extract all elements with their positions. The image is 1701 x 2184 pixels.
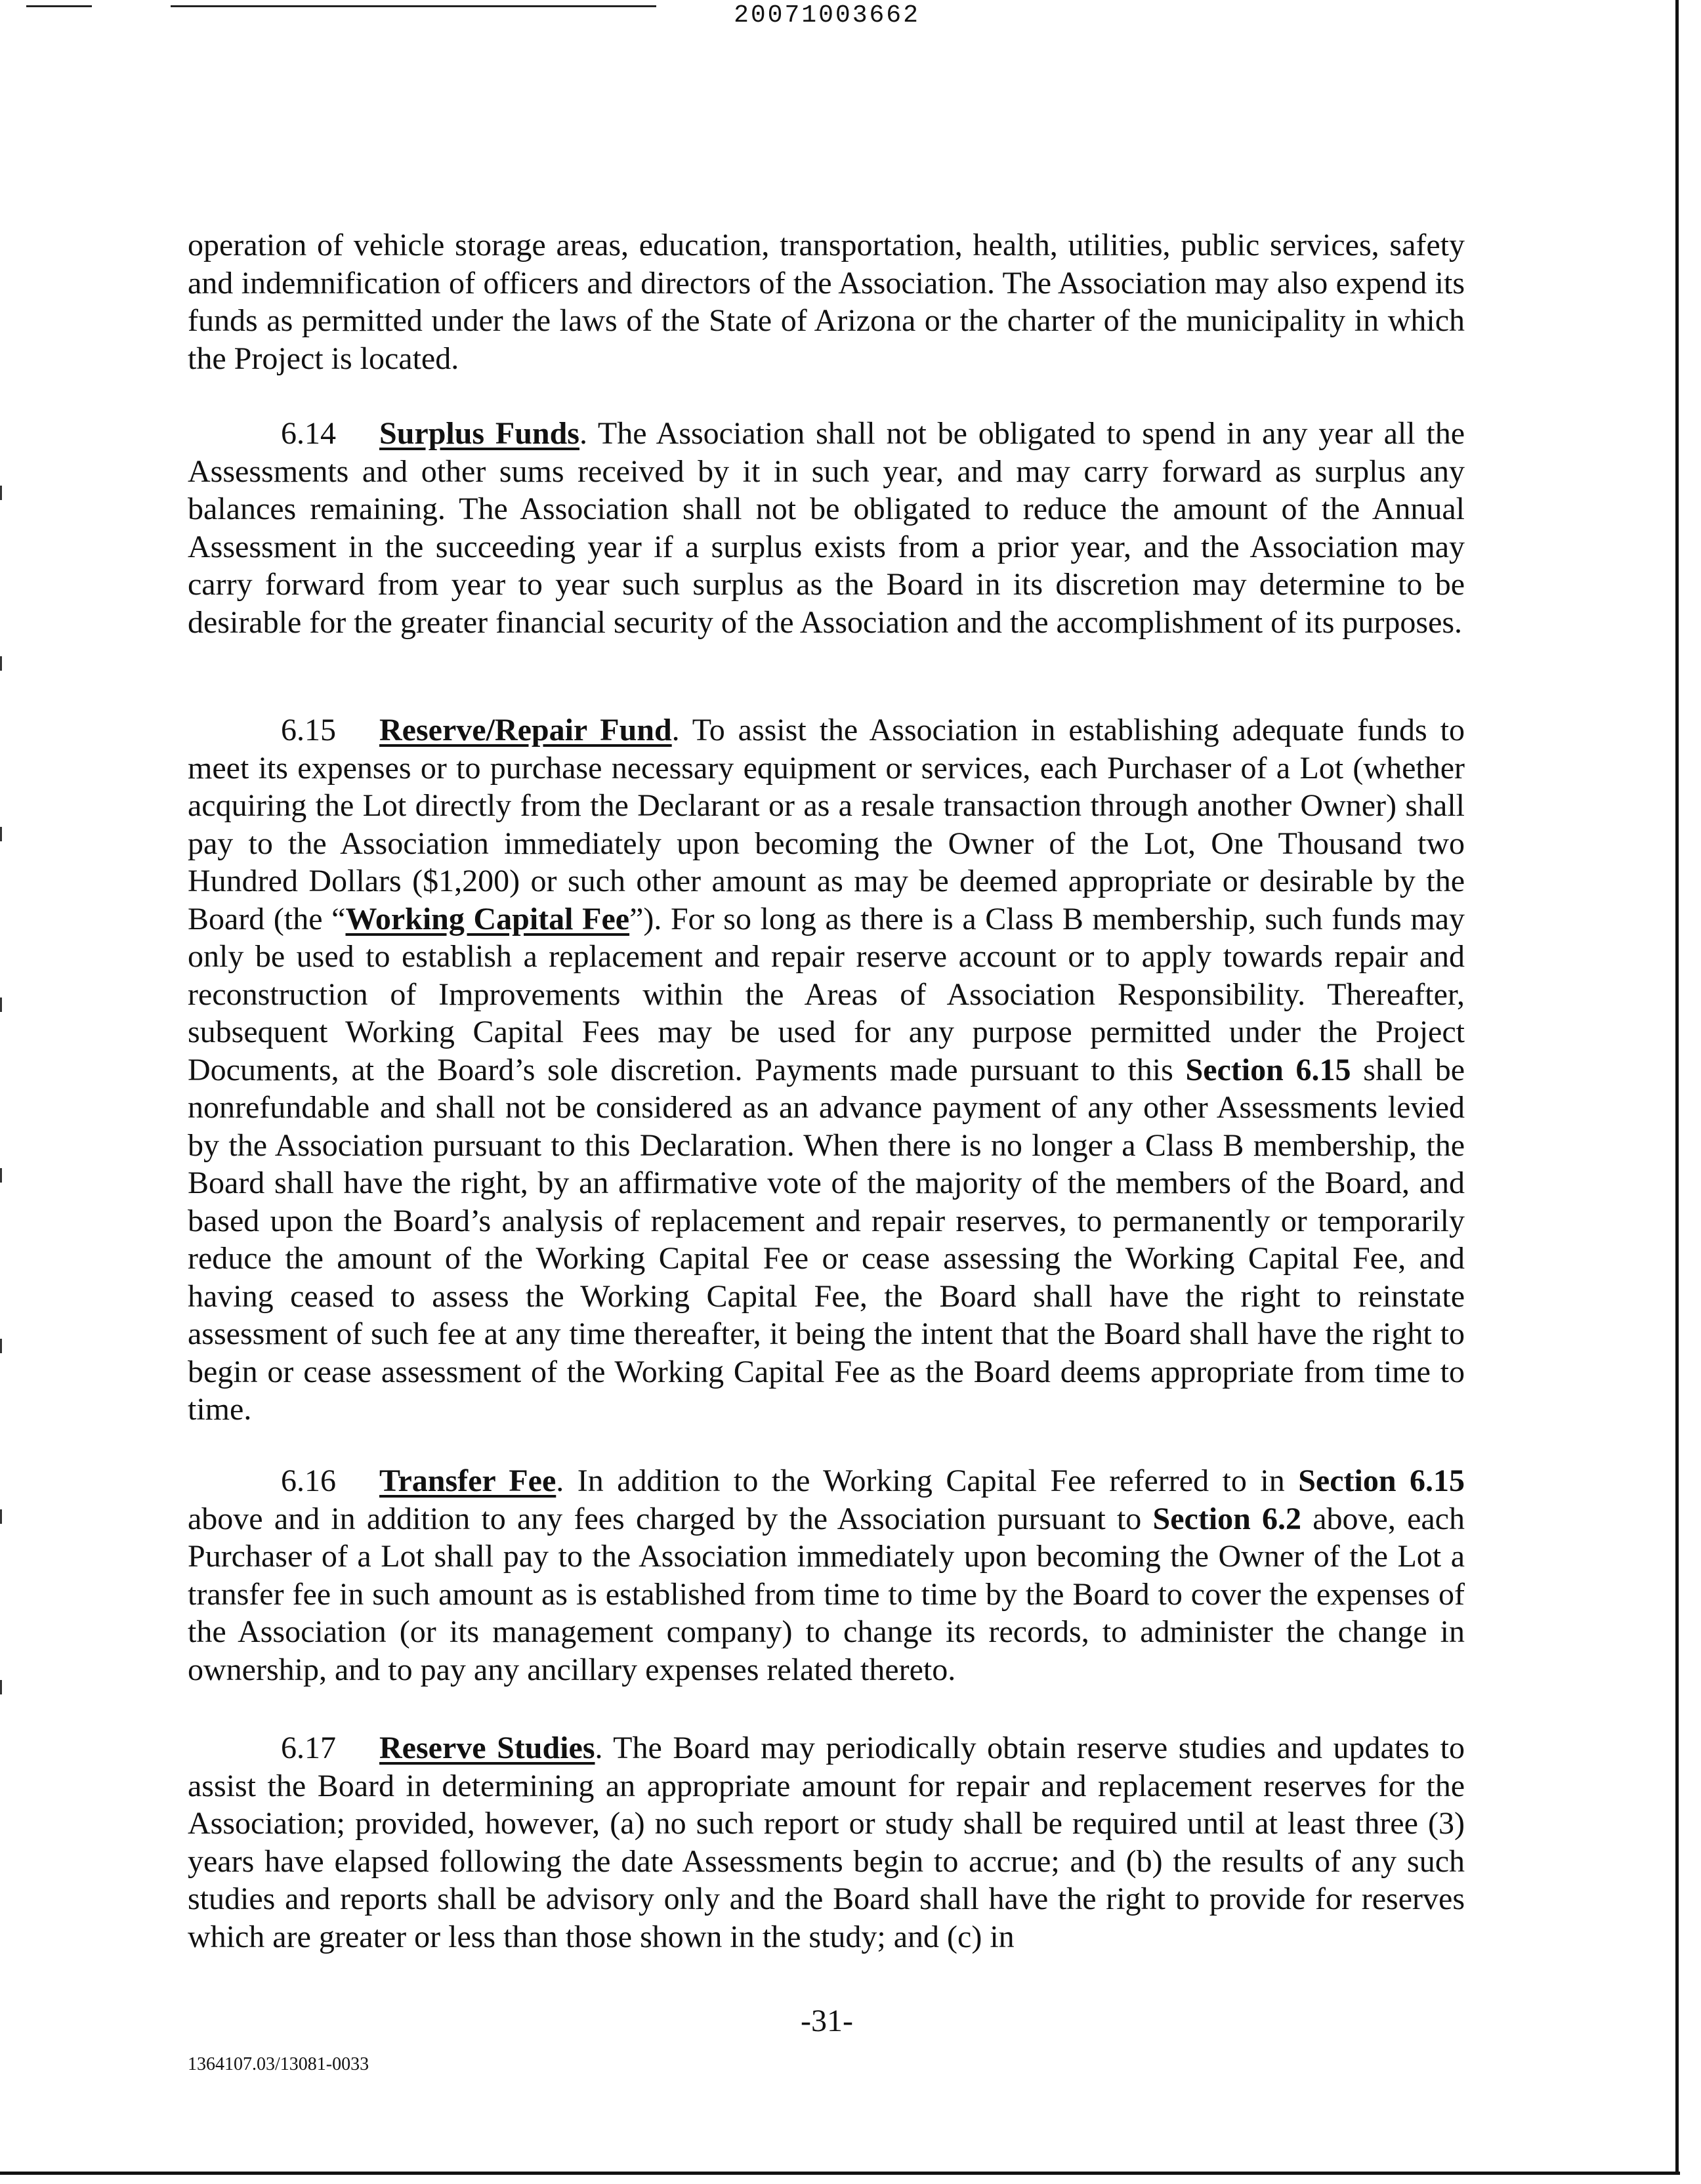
page-edge-right (1675, 0, 1679, 2174)
section-6-14 (188, 415, 1465, 641)
scan-artifact-tick (0, 486, 2, 500)
section-text: above, each Purchaser of a Lot shall pay to the Association immediately upon becoming the Owner of the Lot a transfer fee in such amount as is established from time to time by the Board to cover the expenses of the Association (or its management company) to change its records, to administer the change in ownership, and to pay any ancillary expenses related thereto. (188, 1501, 1465, 1687)
section-number: 6.15 (281, 713, 336, 747)
scan-artifact-tick (0, 656, 2, 671)
section-reference: Section 6.15 (1298, 1463, 1465, 1498)
section-reference: Section 6.15 (1185, 1052, 1351, 1087)
scan-artifact-tick (0, 827, 2, 841)
section-reference: Section 6.2 (1152, 1501, 1302, 1536)
section-text: . The Association shall not be obligated to spend in any year all the Assessments and other sums received by it in such year, and may carry forward as surplus any balances remaining. The Association shall not be obligated to reduce the amount of the Annual Assessment in the succeeding year if a surplus exists from a prior year, and the Association may carry forward from year to year such surplus as the Board in its discretion may determine to be desirable for the greater financial security of the Association and the accomplishment of its purposes. (188, 416, 1465, 640)
page-edge-bottom (0, 2172, 1680, 2175)
recording-number: 20071003662 (734, 1, 920, 30)
paragraph-text: operation of vehicle storage areas, education, transportation, health, utilities, public services, safety and indemnification of officers and directors of the Association. The Association may also expend its funds as permitted under the laws of the State of Arizona or the charter of the municipality in which the Project is located. (188, 228, 1465, 376)
section-text: ”). For so long as there is a Class B membership, such funds may only be used to establish a replacement and repair reserve account or to apply towards repair and reconstruction of Improvements within the Areas of Association Responsibility. Thereafter, subsequent Working Capital Fees may be used for any purpose permitted under the Project Documents, at the Board’s sole discretion. Payments made pursuant to this (188, 901, 1465, 1087)
section-text: . In addition to the Working Capital Fee referred to in (556, 1463, 1299, 1498)
section-number: 6.14 (281, 416, 336, 451)
scan-artifact-tick (0, 998, 2, 1012)
scan-artifact-tick (0, 1339, 2, 1353)
section-heading: Reserve Studies (379, 1731, 595, 1765)
section-6-16 (188, 1462, 1465, 1689)
scan-artifact-tick (0, 1509, 2, 1524)
defined-term: Working Capital Fee (345, 901, 630, 936)
section-text: . To assist the Association in establishing adequate funds to meet its expenses or to purchase necessary equipment or services, each Purchaser of a Lot (whether acquiring the Lot directly from the Declarant or as a resale transaction through another Owner) shall pay to the Association immediately upon becoming the Owner of the Lot, One Thousand two Hundred Dollars ($1,200) or such other amount as may be deemed appropriate or desirable by the Board (the “ (188, 713, 1465, 936)
section-6-17 (188, 1729, 1465, 1956)
section-text: above and in addition to any fees charged by the Association pursuant to (188, 1501, 1153, 1536)
section-text: shall be nonrefundable and shall not be considered as an advance payment of any other Assessments levied by the Association pursuant to this Declaration. When there is no longer a Class B membership, the Board shall have the right, by an affirmative vote of the majority of the members of the Board, and based upon the Board’s analysis of replacement and repair reserves, to permanently or temporarily reduce the amount of the Working Capital Fee or cease assessing the Working Capital Fee, and having ceased to assess the Working Capital Fee, the Board shall have the right to reinstate assessment of such fee at any time thereafter, it being the intent that the Board shall have the right to begin or cease assessment of the Working Capital Fee as the Board deems appropriate from time to time. (188, 1052, 1465, 1427)
paragraph-continuation (188, 226, 1465, 377)
section-text: . The Board may periodically obtain reserve studies and updates to assist the Board in determining an appropriate amount for repair and replacement reserves for the Association; provided, however, (a) no such report or study shall be required until at least three (3) years have elapsed following the date Assessments begin to accrue; and (b) the results of any such studies and reports shall be advisory only and the Board shall have the right to provide for reserves which are greater or less than those shown in the study; and (c) in (188, 1731, 1465, 1954)
scan-artifact-tick (0, 1168, 2, 1183)
footer-document-id: 1364107.03/13081-0033 (188, 2054, 369, 2074)
section-heading: Transfer Fee (379, 1463, 556, 1498)
section-6-15 (188, 711, 1465, 1429)
page-number: -31- (801, 2004, 853, 2038)
section-number: 6.17 (281, 1731, 336, 1765)
section-number: 6.16 (281, 1463, 336, 1498)
scan-artifact-tick (0, 1680, 2, 1694)
section-heading: Reserve/Repair Fund (379, 713, 672, 747)
section-heading: Surplus Funds (379, 416, 579, 451)
